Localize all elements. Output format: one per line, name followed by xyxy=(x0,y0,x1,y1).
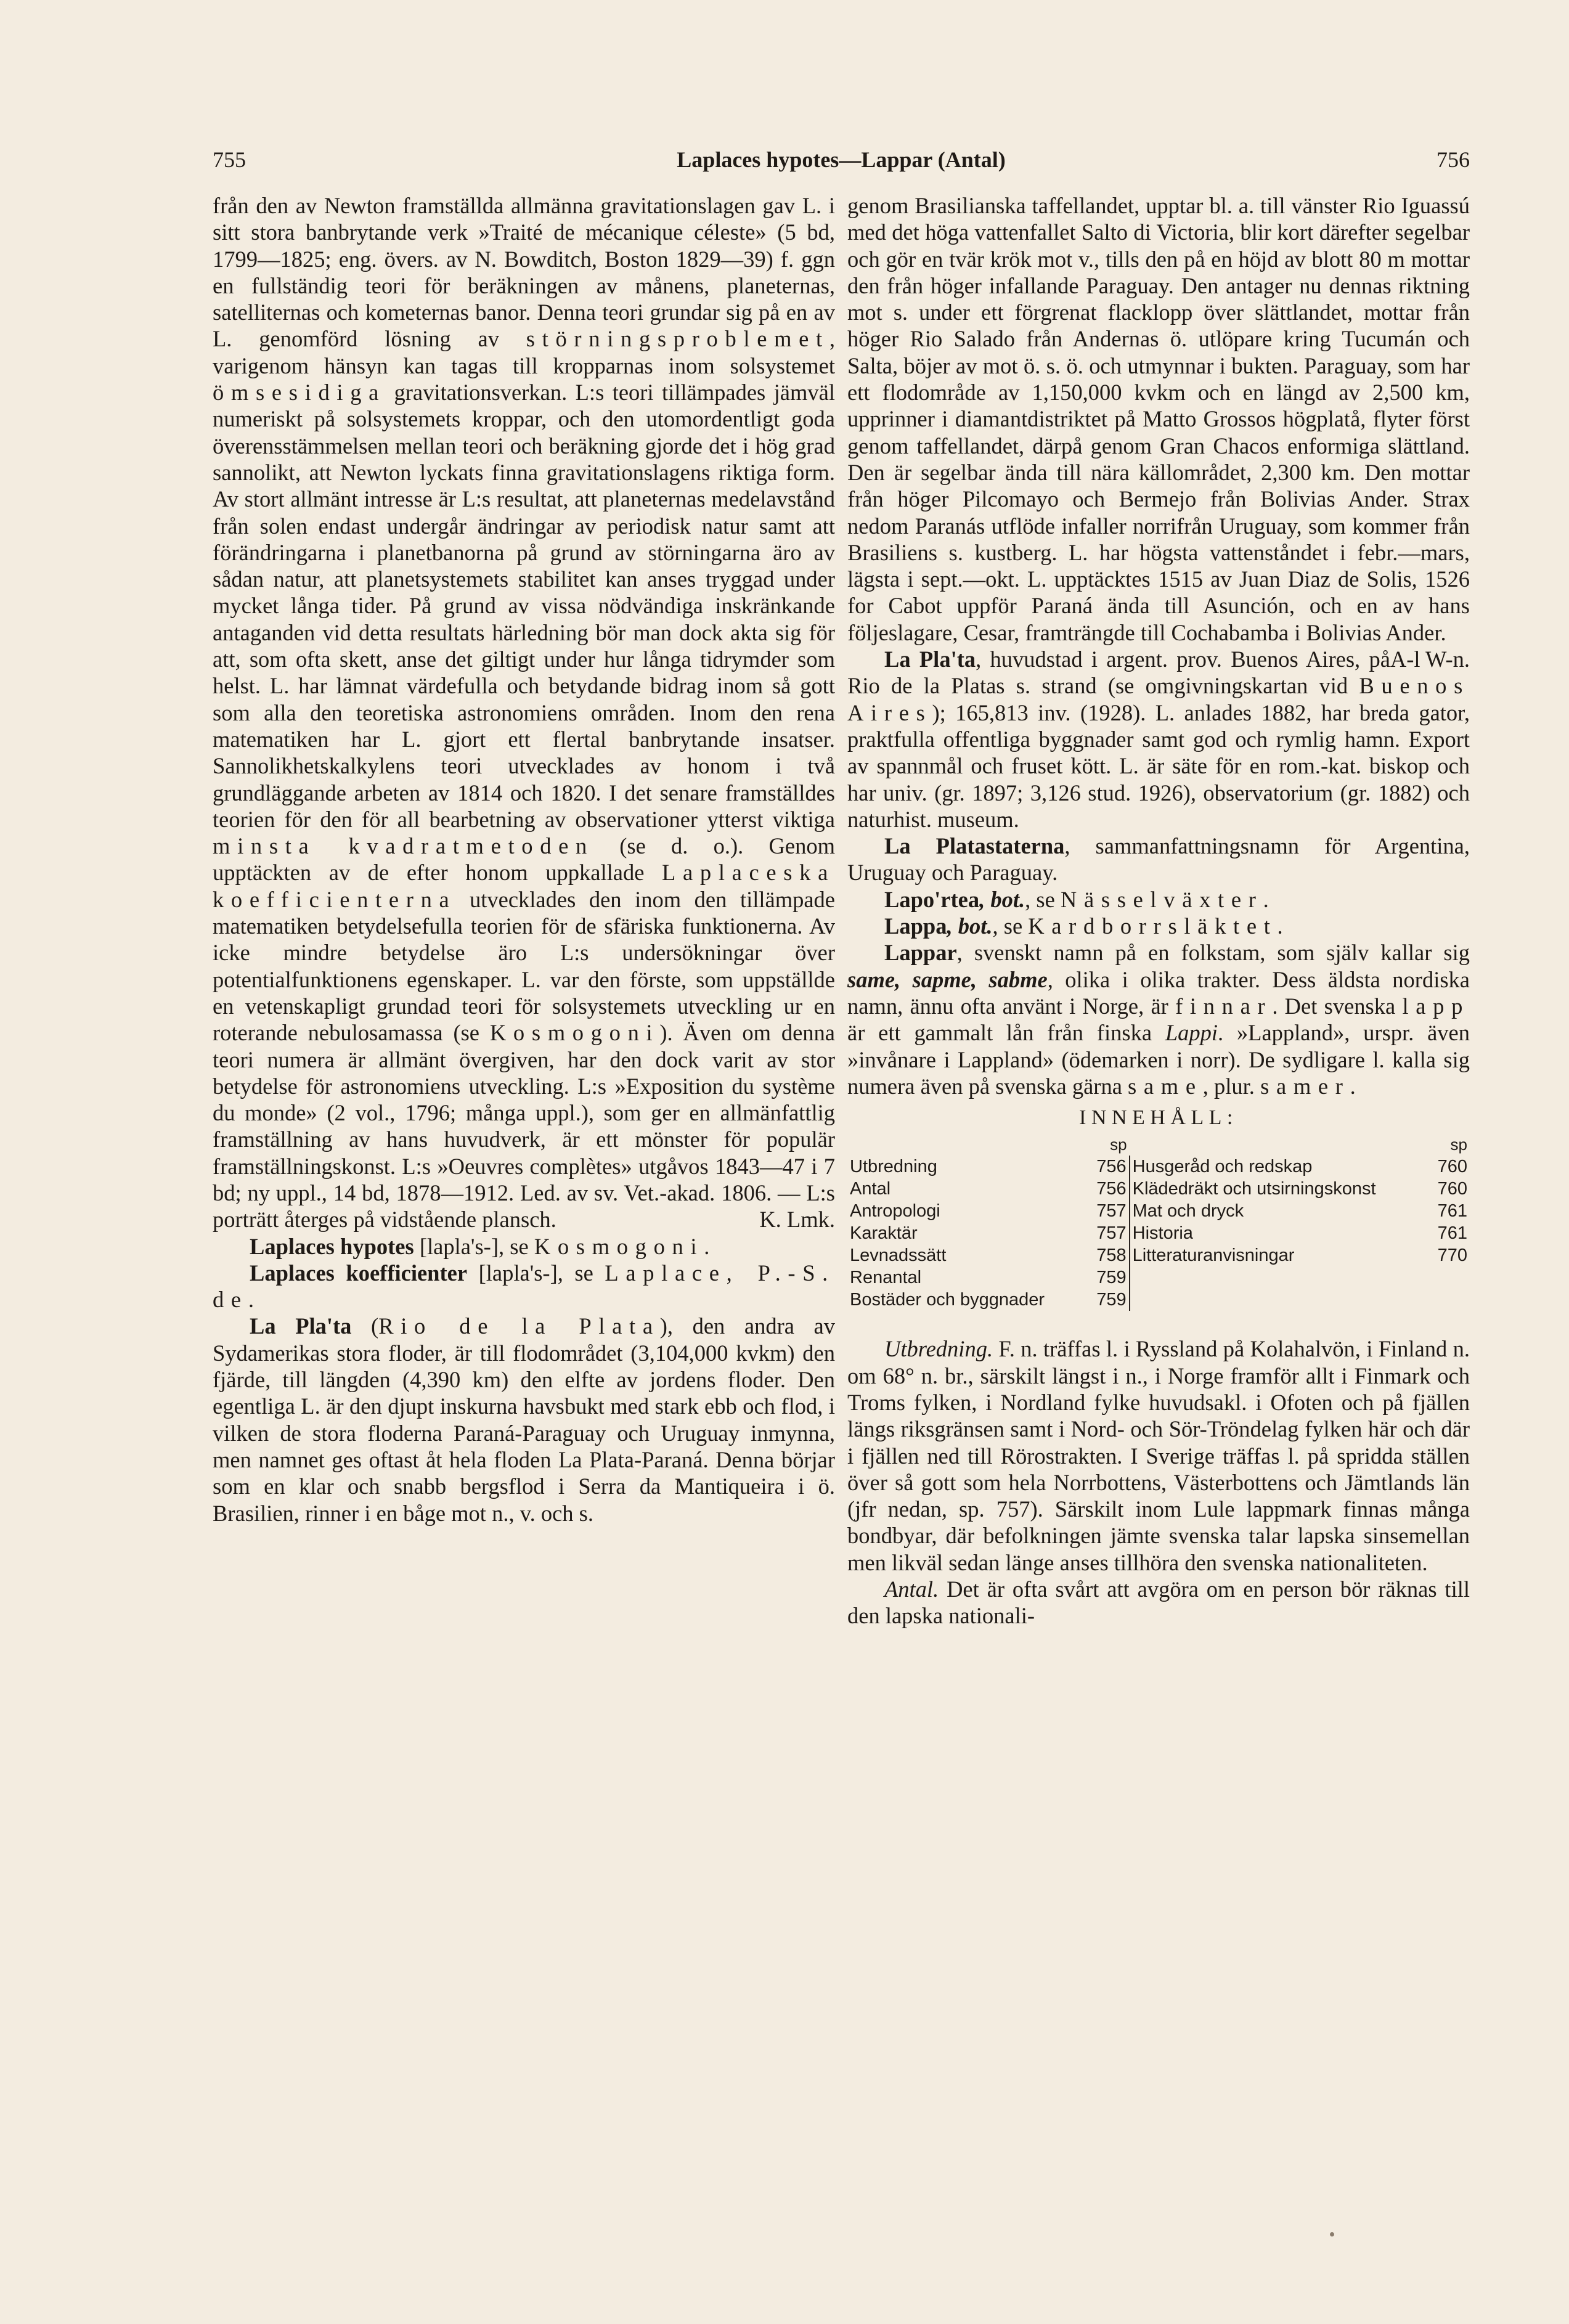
toc-left-page: 756 xyxy=(1087,1178,1130,1200)
toc-left-label: Utbredning xyxy=(850,1157,937,1177)
entry-lappar: Lappar, svenskt namn på en folkstam, som själv kallar sig same, sapme, sabme, olika i olika trakter. Dess äldsta nordiska namn, ännu ofta använt i Norge, är finnar. Det svenska lapp är ett gammalt lån från finska Lappi. »Lappland», urspr. även »invånare i Lappland» (ödemarken i norr). De sydligare l. kalla sig numera även på svenska gärna same, plur. samer. xyxy=(847,940,1470,1099)
toc-left-label: Karaktär xyxy=(850,1223,918,1244)
toc-left-page: 756 xyxy=(1087,1156,1130,1178)
toc-sp-label-left: sp xyxy=(1110,1135,1127,1154)
author-signature: A-l W-n. xyxy=(1390,646,1470,672)
toc-right-page: 761 xyxy=(1437,1201,1467,1221)
entry-la-plata-river: La Pla'ta (Rio de la Plata), den andra av Sydamerikas stora floder, är till flodområdet (3,104,000 kvkm) den fjärde, till längden (4,390 km) den elfte av jordens floder. Den egentliga L. är den djupt inskurna havsbukt med stark ebb och flod, i vilken de stora floderna Paraná-Paraguay och Uruguay inmynna, men namnet ges oftast åt hela floden La Plata-Paraná. Denna börjar som en klar och snabb bergsflod i Serra da Mantiqueira i ö. Brasilien, rinner i en båge mot n., v. och s. xyxy=(213,1313,836,1526)
left-column xyxy=(213,192,835,1527)
toc-row xyxy=(847,1266,1470,1289)
section-utbredning: Utbredning. F. n. träffas l. i Ryssland på Kolahalvön, i Finland n. om 68° n. br., särskilt längst i n., i Norge framför allt i Finmark och Troms fylken, i Nordland fylke huvudsakl. i Ofoten och på fjällen längs riksgränsen samt i Nord- och Sör-Tröndelag fylken här och där i fjällen ned till Rörostrakten. I Sverige träffas l. på spridda ställen över så gott som hela Norrbottens, Västerbottens och Jämtlands län (jfr nedan, sp. 757). Särskilt inom Lule lappmark finnas många bondbyar, där befolkningen jämte svenska talar lapska sinsemellan men likväl sedan länge anses tillhöra den svenska nationaliteten. xyxy=(847,1336,1470,1575)
toc-right-label xyxy=(1130,1266,1428,1289)
toc-row xyxy=(847,1289,1470,1311)
running-title: Laplaces hypotes—Lappar (Antal) xyxy=(677,147,1006,172)
toc-left-page: 758 xyxy=(1087,1244,1130,1266)
toc-left-page: 759 xyxy=(1087,1289,1130,1311)
page-number-right: 756 xyxy=(1437,147,1470,172)
toc-sp-label-right: sp xyxy=(1450,1135,1467,1154)
toc-right-label: Mat och dryck xyxy=(1132,1201,1244,1221)
toc-right-label: Husgeråd och redskap xyxy=(1132,1157,1313,1177)
toc-right-label xyxy=(1130,1289,1428,1311)
entry-lappa: Lappa, bot., se Kardborrsläktet. xyxy=(884,913,1283,939)
page-header xyxy=(213,147,1470,190)
table-of-contents xyxy=(847,1133,1470,1311)
toc-left-label: Renantal xyxy=(850,1268,922,1288)
toc-right-page: 760 xyxy=(1437,1157,1467,1177)
toc-body xyxy=(847,1156,1470,1311)
section-antal: Antal. Det är ofta svårt att avgöra om en person bör räknas till den lapska nationali- xyxy=(847,1576,1470,1629)
toc-left-page: 759 xyxy=(1087,1266,1130,1289)
toc-right-label: Klädedräkt och utsirningskonst xyxy=(1132,1179,1376,1199)
toc-right-page xyxy=(1428,1289,1470,1311)
entry-la-platastaterna: La Platastaterna, sammanfattningsnamn för Argentina, Uruguay och Paraguay. xyxy=(847,833,1470,886)
right-column xyxy=(847,192,1470,1629)
author-signature: K. Lmk. xyxy=(759,1207,835,1233)
laplace-article-continuation: från den av Newton framställda allmänna gravitationslagen gav L. i sitt stora banbrytande verk »Traité de mécanique céleste» (5 bd, 1799—1825; eng. övers. av N. Bowditch, Boston 1829—39) f. ggn en fullständig teori för beräkningen av månens, planeternas, satelliternas och kometernas banor. Denna teori grundar sig på en av L. genomförd lösning av störningsproblemet, varigenom hänsyn kan tagas till kropparnas inom solsystemet ömsesidiga gravitationsverkan. L:s teori tillämpades jämväl numeriskt på solsystemets kroppar, och den utomordentligt goda överensstämmelsen mellan teori och beräkning gjorde det i hög grad sannolikt, att Newton lyckats finna gravitationslagens riktiga form. Av stort allmänt intresse är L:s resultat, att planeternas medelavstånd från solen endast undergår ändringar av periodisk natur samt att förändringarna i planetbanorna på grund av störningarna äro av sådan natur, att planetsystemets stabilitet kan anses tryggad under mycket långa tider. På grund av vissa nödvändiga inskränkande antaganden vid detta resultats härledning bör man dock akta sig för att, som ofta skett, anse det giltigt under hur långa tidrymder som helst. L. har lämnat värdefulla och betydande bidrag inom så gott som alla den teoretiska astronomiens områden. Inom den rena matematiken har L. gjort ett flertal banbrytande insatser. Sannolikhetskalkylens teori utvecklades av honom i två grundläggande arbeten av 1814 och 1820. I det senare framställdes teorien för den för all bearbetning av observationer ytterst viktiga minsta kvadratmetoden (se d. o.). Genom upptäckten av de efter honom uppkallade Laplaceska koefficienterna utvecklades den inom den tillämpade matematiken betydelsefulla teorien för de sfäriska funktionerna. Av icke mindre betydelse äro L:s undersökningar över potentialfunktionens egenskaper. L. var den förste, som uppställde en vetenskapligt grundad teori för solsystemets utveckling ur en roterande nebulosamassa (se Kosmogoni). Även om denna teori numera är allmänt övergiven, har den dock varit av stor betydelse för astronomiens utveckling. L:s »Exposition du système du monde» (2 vol., 1796; många uppl.), som ger en allmänfattlig framställning av hans huvudverk, är ett mönster för populär framställningskonst. L:s »Oeuvres complètes» utgåvos 1843—47 i 7 bd; ny uppl., 14 bd, 1878—1912. Led. av sv. Vet.-akad. 1806. — L:s porträtt återges på vidstående plansch. K. Lmk. xyxy=(213,193,835,1233)
entry-laportea: Lapo'rtea, bot., se Nässelväxter. xyxy=(884,886,1269,912)
entry-laplaces-hypotes: Laplaces hypotes [lapla's-], se Kosmogoni. xyxy=(250,1233,710,1259)
print-speck xyxy=(1330,2232,1334,2236)
toc-row xyxy=(847,1200,1470,1222)
toc-left-label: Antropologi xyxy=(850,1201,940,1221)
entry-laplaces-koefficienter: Laplaces koefficienter [lapla's-], se Laplace, P.-S. de. xyxy=(213,1260,835,1313)
toc-right-label: Historia xyxy=(1132,1223,1193,1244)
toc-right-page: 760 xyxy=(1437,1179,1467,1199)
toc-right-page: 761 xyxy=(1437,1223,1467,1244)
toc-right-label: Litteraturanvisningar xyxy=(1132,1246,1295,1266)
toc-right-page: 770 xyxy=(1437,1246,1467,1266)
toc-title: INNEHÅLL: xyxy=(1079,1106,1238,1130)
toc-row xyxy=(847,1222,1470,1244)
toc-row xyxy=(847,1178,1470,1200)
toc-left-page: 757 xyxy=(1087,1222,1130,1244)
toc-left-label: Antal xyxy=(850,1179,891,1199)
toc-left-label: Bostäder och byggnader xyxy=(850,1290,1045,1310)
toc-row xyxy=(847,1244,1470,1266)
toc-header-row xyxy=(847,1133,1470,1156)
toc-left-page: 757 xyxy=(1087,1200,1130,1222)
toc-left-label: Levnadssätt xyxy=(850,1246,947,1266)
la-plata-river-continuation: genom Brasilianska taffellandet, upptar bl. a. till vänster Rio Iguassú med det höga vattenfallet Salto di Victoria, blir kort därefter segelbar och gör en tvär krök mot v., tills den på en höjd av blott 80 m mottar den från höger infallande Paraguay. Den antager nu dennas riktning mot s. under ett förgrenat flacklopp över slättlandet, mottar från höger Rio Salado från Andernas ö. utlöpare kring Tucumán och Salta, böjer av mot ö. s. ö. och utmynnar i bukten. Paraguay, som har ett flodområde av 1,150,000 kvkm och en längd av 2,500 km, upprinner i diamantdistriktet på Matto Grossos högplatå, flyter först genom taffellandet, därpå genom Gran Chacos enformiga slättland. Den är segelbar ända till nära källområdet, 2,300 km. Den mottar från höger Pilcomayo och Bermejo från Bolivias Ander. Strax nedom Paranás utflöde infaller norrifrån Uruguay, som kommer från Brasiliens s. kustberg. L. har högsta vattenståndet i febr.—mars, lägsta i sept.—okt. L. upptäcktes 1515 av Juan Diaz de Solis, 1526 for Cabot uppför Paraná ända till Asunción, och en av hans följeslagare, Cesar, framträngde till Cochabamba i Bolivias Ander. A-l W-n. xyxy=(847,193,1470,672)
page-number-left: 755 xyxy=(213,147,246,172)
toc-row xyxy=(847,1156,1470,1178)
toc-right-page xyxy=(1428,1266,1470,1289)
entry-la-plata-city: La Pla'ta, huvudstad i argent. prov. Buenos Aires, på Rio de la Platas s. strand (se omgivningskartan vid Buenos Aires); 165,813 inv. (1928). L. anlades 1882, har breda gator, praktfulla offentliga byggnader samt god och rymlig hamn. Export av spannmål och fruset kött. L. är säte för en rom.-kat. biskop och har univ. (gr. 1897; 3,126 stud. 1926), observatorium (gr. 1882) och naturhist. museum. xyxy=(847,646,1470,832)
